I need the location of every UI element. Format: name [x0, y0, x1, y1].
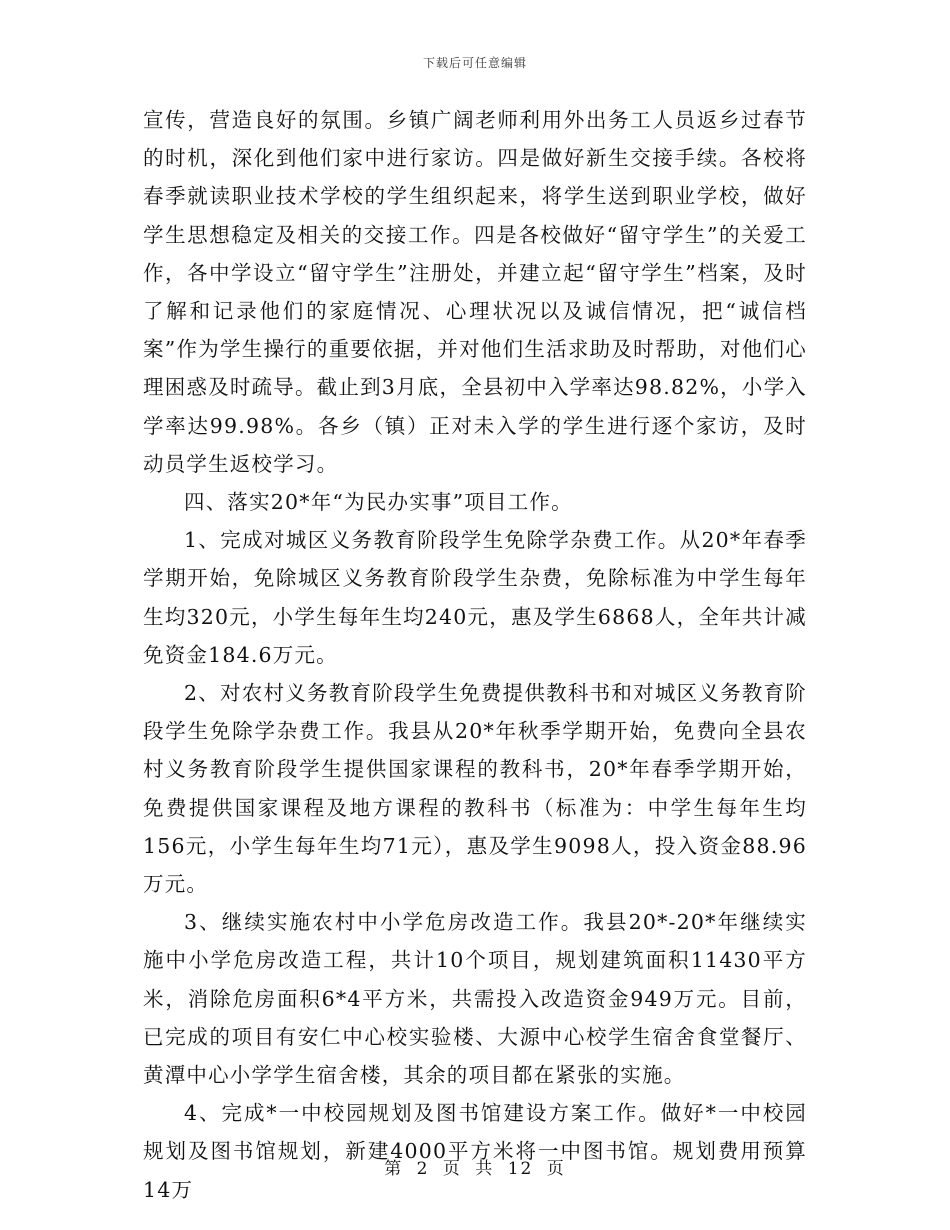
- page-number-footer: 第 2 页 共 12 页: [384, 1159, 566, 1179]
- document-body: [143, 101, 807, 1209]
- paragraph-item-4: 4、完成*一中校园规划及图书馆建设方案工作。做好*一中校园规划及图书馆规划，新建4000平方米将一中图书馆。规划费用预算14万: [143, 1101, 807, 1202]
- paragraph-item-2: 2、对农村义务教育阶段学生免费提供教科书和对城区义务教育阶段学生免除学杂费工作。我县从20*年秋季学期开始，免费向全县农村义务教育阶段学生提供国家课程的教科书，20*年春季学期开始，免费提供国家课程及地方课程的教科书（标准为：中学生每年生均156元，小学生每年生均71元），惠及学生9098人，投入资金88.96万元。: [143, 681, 807, 897]
- page-header-note: 下载后可任意编辑: [422, 56, 527, 70]
- paragraph-item-1: 1、完成对城区义务教育阶段学生免除学杂费工作。从20*年春季学期开始，免除城区义务教育阶段学生杂费，免除标准为中学生每年生均320元，小学生每年生均240元，惠及学生6868人，全年共计减免资金184.6万元。: [143, 528, 807, 667]
- section-heading-four: 四、落实20*年“为民办实事”项目工作。: [184, 490, 573, 515]
- paragraph-item-3: 3、继续实施农村中小学危房改造工作。我县20*-20*年继续实施中小学危房改造工程，共计10个项目，规划建筑面积11430平方米，消除危房面积6*4平方米，共需投入改造资金949万元。目前，已完成的项目有安仁中心校实验楼、大源中心校学生宿舍食堂餐厅、黄潭中心小学学生宿舍楼，其余的项目都在紧张的实施。: [143, 910, 807, 1088]
- paragraph-continuation: 宣传，营造良好的氛围。乡镇广阔老师利用外出务工人员返乡过春节的时机，深化到他们家中进行家访。四是做好新生交接手续。各校将春季就读职业技术学校的学生组织起来，将学生送到职业学校，做好学生思想稳定及相关的交接工作。四是各校做好“留守学生”的关爱工作，各中学设立“留守学生”注册处，并建立起“留守学生”档案，及时了解和记录他们的家庭情况、心理状况以及诚信情况，把“诚信档案”作为学生操行的重要依据，并对他们生活求助及时帮助，对他们心理困惑及时疏导。截止到3月底，全县初中入学率达98.82%，小学入学率达99.98%。各乡（镇）正对未入学的学生进行逐个家访，及时动员学生返校学习。: [143, 108, 807, 476]
